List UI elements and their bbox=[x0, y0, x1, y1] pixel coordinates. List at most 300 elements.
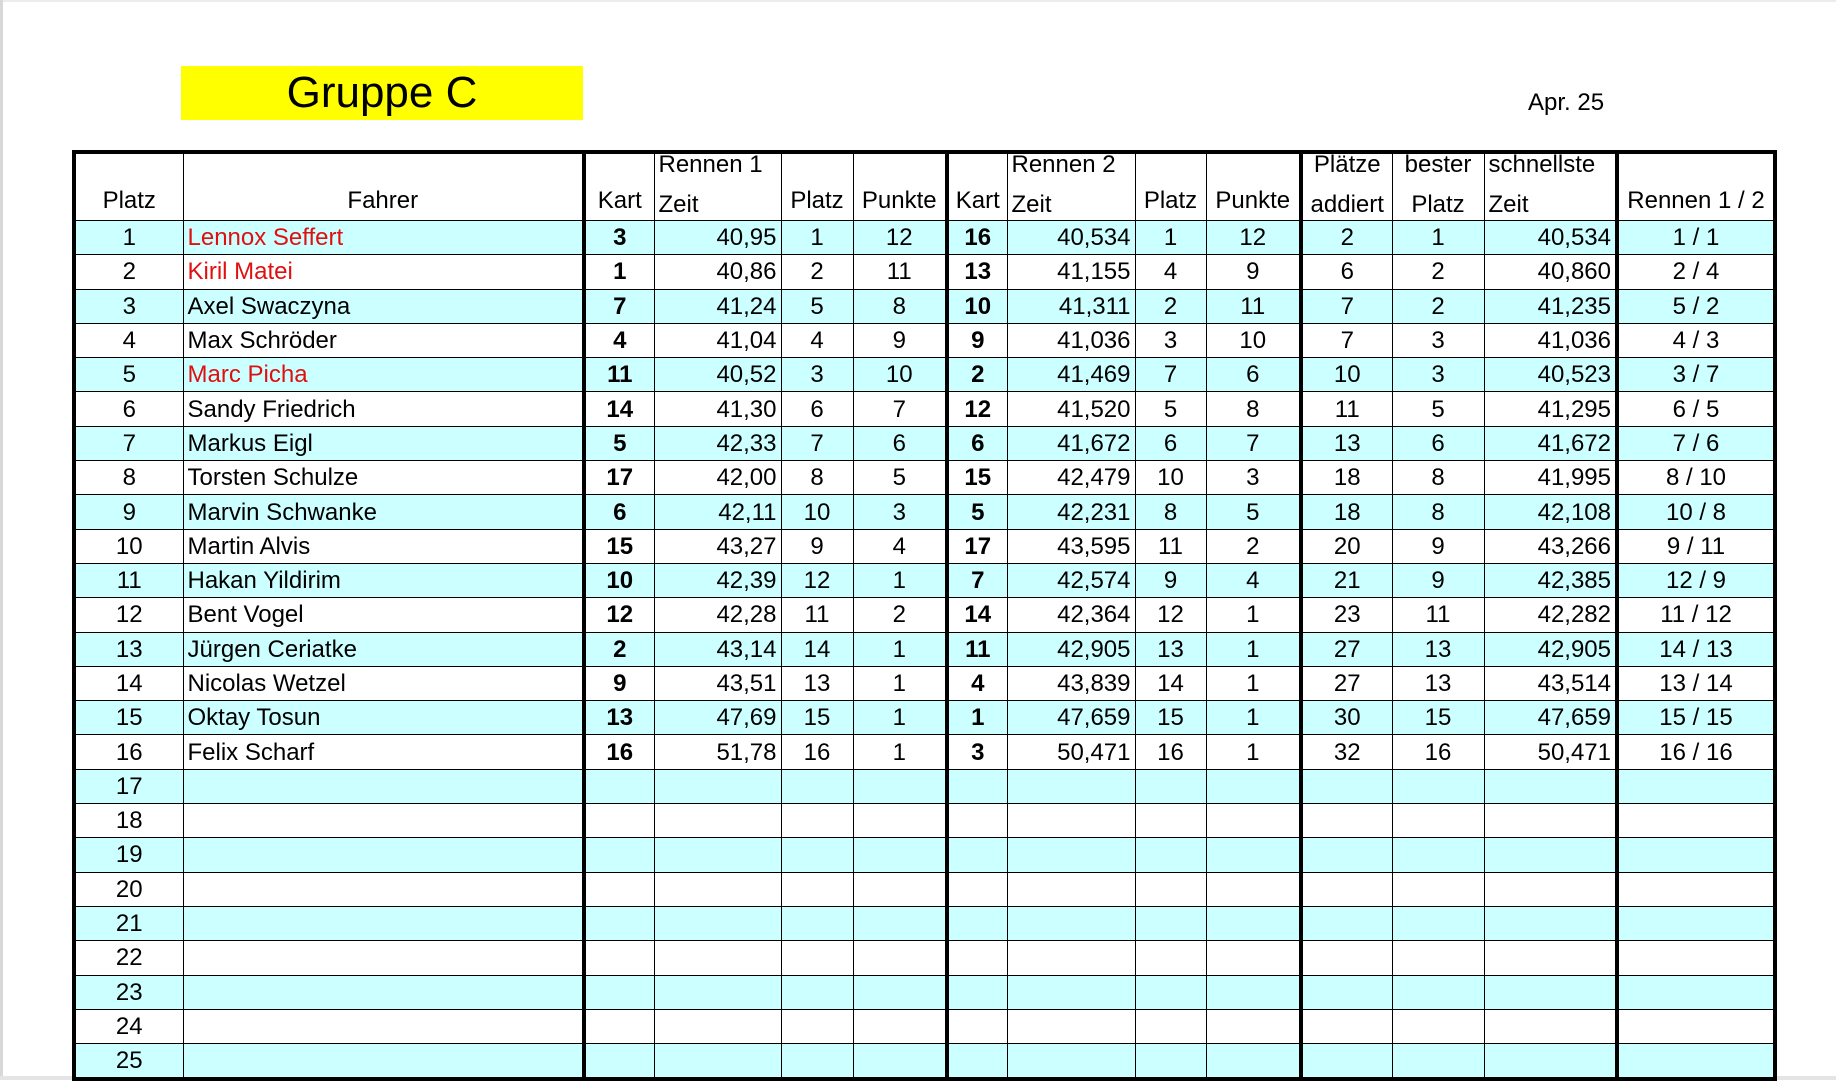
cell-platz-2: 16 bbox=[1135, 735, 1206, 769]
cell-bester-platz bbox=[1392, 838, 1484, 872]
header-zeit-1-label: Zeit bbox=[658, 191, 699, 218]
cell-fahrer: Lennox Seffert bbox=[183, 221, 584, 255]
cell-platz-1 bbox=[781, 1009, 853, 1043]
table-row bbox=[74, 392, 1775, 426]
cell-platz: 10 bbox=[74, 529, 183, 563]
cell-rennen12: 4 / 3 bbox=[1617, 323, 1775, 357]
cell-kart-1: 10 bbox=[584, 563, 654, 597]
cell-schnellste-zeit bbox=[1484, 975, 1617, 1009]
cell-bester-platz bbox=[1392, 1044, 1484, 1080]
cell-platz-2: 11 bbox=[1135, 529, 1206, 563]
table-row bbox=[74, 1009, 1775, 1043]
table-row bbox=[74, 1044, 1775, 1080]
cell-punkte-1 bbox=[853, 975, 947, 1009]
cell-fahrer: Markus Eigl bbox=[183, 426, 584, 460]
cell-plaetze-addiert bbox=[1301, 1009, 1392, 1043]
cell-platz: 2 bbox=[74, 255, 183, 289]
cell-kart-1 bbox=[584, 975, 654, 1009]
cell-rennen12: 15 / 15 bbox=[1617, 701, 1775, 735]
cell-bester-platz: 5 bbox=[1392, 392, 1484, 426]
cell-zeit-2: 41,155 bbox=[1007, 255, 1135, 289]
cell-schnellste-zeit: 41,672 bbox=[1484, 426, 1617, 460]
cell-platz: 5 bbox=[74, 358, 183, 392]
cell-zeit-1 bbox=[654, 975, 781, 1009]
cell-platz: 21 bbox=[74, 906, 183, 940]
cell-plaetze-addiert: 21 bbox=[1301, 563, 1392, 597]
cell-punkte-2 bbox=[1206, 838, 1301, 872]
header-fahrer: Fahrer bbox=[183, 152, 584, 221]
cell-zeit-2 bbox=[1007, 906, 1135, 940]
cell-bester-platz: 3 bbox=[1392, 358, 1484, 392]
cell-platz: 22 bbox=[74, 941, 183, 975]
cell-bester-platz: 11 bbox=[1392, 598, 1484, 632]
cell-kart-2: 1 bbox=[947, 701, 1007, 735]
cell-fahrer: Kiril Matei bbox=[183, 255, 584, 289]
cell-schnellste-zeit bbox=[1484, 1009, 1617, 1043]
cell-platz-2: 5 bbox=[1135, 392, 1206, 426]
cell-kart-2: 3 bbox=[947, 735, 1007, 769]
cell-zeit-1: 40,86 bbox=[654, 255, 781, 289]
table-row bbox=[74, 701, 1775, 735]
cell-zeit-1 bbox=[654, 804, 781, 838]
cell-bester-platz: 15 bbox=[1392, 701, 1484, 735]
cell-punkte-2 bbox=[1206, 1044, 1301, 1080]
cell-rennen12 bbox=[1617, 1009, 1775, 1043]
cell-kart-1 bbox=[584, 804, 654, 838]
cell-punkte-1 bbox=[853, 872, 947, 906]
cell-platz: 1 bbox=[74, 221, 183, 255]
table-row bbox=[74, 769, 1775, 803]
cell-kart-1: 11 bbox=[584, 358, 654, 392]
cell-plaetze-addiert bbox=[1301, 975, 1392, 1009]
cell-kart-1: 9 bbox=[584, 666, 654, 700]
cell-punkte-1: 1 bbox=[853, 701, 947, 735]
cell-schnellste-zeit: 42,385 bbox=[1484, 563, 1617, 597]
cell-fahrer bbox=[183, 941, 584, 975]
cell-fahrer: Jürgen Ceriatke bbox=[183, 632, 584, 666]
cell-schnellste-zeit: 42,108 bbox=[1484, 495, 1617, 529]
cell-zeit-1 bbox=[654, 872, 781, 906]
cell-punkte-2: 1 bbox=[1206, 632, 1301, 666]
cell-platz-2: 6 bbox=[1135, 426, 1206, 460]
cell-platz-1: 14 bbox=[781, 632, 853, 666]
cell-punkte-2: 10 bbox=[1206, 323, 1301, 357]
cell-kart-2: 15 bbox=[947, 461, 1007, 495]
cell-kart-2: 5 bbox=[947, 495, 1007, 529]
cell-schnellste-zeit bbox=[1484, 872, 1617, 906]
cell-zeit-2 bbox=[1007, 872, 1135, 906]
cell-zeit-2: 43,595 bbox=[1007, 529, 1135, 563]
header-rennen12: Rennen 1 / 2 bbox=[1617, 152, 1775, 221]
cell-rennen12: 16 / 16 bbox=[1617, 735, 1775, 769]
cell-kart-2: 17 bbox=[947, 529, 1007, 563]
cell-kart-1: 7 bbox=[584, 289, 654, 323]
cell-schnellste-zeit: 40,860 bbox=[1484, 255, 1617, 289]
cell-platz-2 bbox=[1135, 838, 1206, 872]
cell-platz: 3 bbox=[74, 289, 183, 323]
cell-fahrer: Marc Picha bbox=[183, 358, 584, 392]
cell-plaetze-addiert: 30 bbox=[1301, 701, 1392, 735]
cell-zeit-1: 41,24 bbox=[654, 289, 781, 323]
cell-platz-2 bbox=[1135, 769, 1206, 803]
cell-platz: 6 bbox=[74, 392, 183, 426]
cell-schnellste-zeit: 50,471 bbox=[1484, 735, 1617, 769]
cell-plaetze-addiert bbox=[1301, 838, 1392, 872]
cell-punkte-1 bbox=[853, 838, 947, 872]
cell-kart-2: 10 bbox=[947, 289, 1007, 323]
cell-schnellste-zeit bbox=[1484, 941, 1617, 975]
cell-platz-1: 3 bbox=[781, 358, 853, 392]
cell-kart-1: 1 bbox=[584, 255, 654, 289]
cell-platz-1: 9 bbox=[781, 529, 853, 563]
table-row bbox=[74, 529, 1775, 563]
cell-kart-2 bbox=[947, 941, 1007, 975]
cell-zeit-2 bbox=[1007, 804, 1135, 838]
cell-platz: 8 bbox=[74, 461, 183, 495]
cell-platz: 11 bbox=[74, 563, 183, 597]
cell-platz: 25 bbox=[74, 1044, 183, 1080]
cell-kart-1 bbox=[584, 941, 654, 975]
cell-bester-platz: 8 bbox=[1392, 495, 1484, 529]
cell-platz-2: 2 bbox=[1135, 289, 1206, 323]
cell-zeit-1: 42,39 bbox=[654, 563, 781, 597]
cell-zeit-2 bbox=[1007, 1009, 1135, 1043]
cell-bester-platz bbox=[1392, 975, 1484, 1009]
cell-punkte-1 bbox=[853, 906, 947, 940]
cell-rennen12: 14 / 13 bbox=[1617, 632, 1775, 666]
cell-platz-1 bbox=[781, 769, 853, 803]
cell-plaetze-addiert bbox=[1301, 804, 1392, 838]
cell-platz-1: 6 bbox=[781, 392, 853, 426]
cell-punkte-2: 9 bbox=[1206, 255, 1301, 289]
cell-rennen12: 11 / 12 bbox=[1617, 598, 1775, 632]
cell-schnellste-zeit: 47,659 bbox=[1484, 701, 1617, 735]
cell-platz: 12 bbox=[74, 598, 183, 632]
cell-zeit-1 bbox=[654, 1044, 781, 1080]
cell-kart-2: 2 bbox=[947, 358, 1007, 392]
cell-bester-platz: 2 bbox=[1392, 289, 1484, 323]
cell-punkte-1 bbox=[853, 1009, 947, 1043]
cell-bester-platz bbox=[1392, 769, 1484, 803]
header-zeit-2-label: Zeit bbox=[1011, 191, 1052, 218]
cell-kart-1 bbox=[584, 838, 654, 872]
cell-platz-1: 12 bbox=[781, 563, 853, 597]
cell-punkte-1 bbox=[853, 769, 947, 803]
cell-zeit-1: 41,30 bbox=[654, 392, 781, 426]
cell-zeit-2 bbox=[1007, 975, 1135, 1009]
cell-zeit-2 bbox=[1007, 838, 1135, 872]
cell-kart-1: 3 bbox=[584, 221, 654, 255]
cell-bester-platz: 9 bbox=[1392, 529, 1484, 563]
cell-schnellste-zeit: 43,266 bbox=[1484, 529, 1617, 563]
cell-rennen12: 6 / 5 bbox=[1617, 392, 1775, 426]
cell-platz-1 bbox=[781, 975, 853, 1009]
header-bester-platz bbox=[1392, 152, 1484, 221]
cell-zeit-1 bbox=[654, 941, 781, 975]
cell-kart-2: 7 bbox=[947, 563, 1007, 597]
cell-punkte-1: 1 bbox=[853, 632, 947, 666]
cell-zeit-2: 42,905 bbox=[1007, 632, 1135, 666]
cell-fahrer: Oktay Tosun bbox=[183, 701, 584, 735]
cell-rennen12 bbox=[1617, 838, 1775, 872]
cell-punkte-1 bbox=[853, 1044, 947, 1080]
cell-rennen12 bbox=[1617, 769, 1775, 803]
cell-fahrer: Sandy Friedrich bbox=[183, 392, 584, 426]
header-bester-label: bester bbox=[1404, 152, 1472, 178]
cell-punkte-2 bbox=[1206, 872, 1301, 906]
cell-plaetze-addiert: 23 bbox=[1301, 598, 1392, 632]
cell-bester-platz: 13 bbox=[1392, 666, 1484, 700]
cell-zeit-1 bbox=[654, 838, 781, 872]
cell-punkte-1: 1 bbox=[853, 563, 947, 597]
cell-kart-2: 14 bbox=[947, 598, 1007, 632]
cell-platz-1: 7 bbox=[781, 426, 853, 460]
results-table bbox=[72, 150, 1777, 1081]
page-edge-left bbox=[0, 0, 3, 1080]
cell-schnellste-zeit: 40,523 bbox=[1484, 358, 1617, 392]
cell-plaetze-addiert bbox=[1301, 941, 1392, 975]
cell-punkte-2: 12 bbox=[1206, 221, 1301, 255]
cell-zeit-1: 41,04 bbox=[654, 323, 781, 357]
cell-plaetze-addiert: 13 bbox=[1301, 426, 1392, 460]
cell-punkte-2: 4 bbox=[1206, 563, 1301, 597]
header-kart-1: Kart bbox=[584, 152, 654, 221]
cell-zeit-1: 51,78 bbox=[654, 735, 781, 769]
cell-platz-1: 16 bbox=[781, 735, 853, 769]
cell-zeit-2: 41,036 bbox=[1007, 323, 1135, 357]
cell-kart-1: 6 bbox=[584, 495, 654, 529]
cell-zeit-2: 40,534 bbox=[1007, 221, 1135, 255]
table-row bbox=[74, 906, 1775, 940]
cell-punkte-2 bbox=[1206, 975, 1301, 1009]
cell-zeit-2 bbox=[1007, 769, 1135, 803]
cell-kart-2 bbox=[947, 1009, 1007, 1043]
cell-platz-2 bbox=[1135, 906, 1206, 940]
cell-zeit-1 bbox=[654, 906, 781, 940]
cell-rennen12 bbox=[1617, 941, 1775, 975]
cell-platz-2 bbox=[1135, 872, 1206, 906]
cell-kart-2 bbox=[947, 872, 1007, 906]
cell-platz-2 bbox=[1135, 804, 1206, 838]
cell-plaetze-addiert: 10 bbox=[1301, 358, 1392, 392]
table-row bbox=[74, 323, 1775, 357]
cell-zeit-2: 50,471 bbox=[1007, 735, 1135, 769]
cell-punkte-2: 1 bbox=[1206, 701, 1301, 735]
cell-platz: 18 bbox=[74, 804, 183, 838]
cell-zeit-2: 41,672 bbox=[1007, 426, 1135, 460]
cell-rennen12 bbox=[1617, 906, 1775, 940]
cell-fahrer: Hakan Yildirim bbox=[183, 563, 584, 597]
cell-rennen12: 12 / 9 bbox=[1617, 563, 1775, 597]
cell-platz: 4 bbox=[74, 323, 183, 357]
table-row bbox=[74, 804, 1775, 838]
cell-zeit-2: 42,479 bbox=[1007, 461, 1135, 495]
cell-kart-2 bbox=[947, 906, 1007, 940]
cell-fahrer: Axel Swaczyna bbox=[183, 289, 584, 323]
header-punkte-1: Punkte bbox=[853, 152, 947, 221]
cell-kart-1: 12 bbox=[584, 598, 654, 632]
cell-rennen12: 7 / 6 bbox=[1617, 426, 1775, 460]
cell-kart-2 bbox=[947, 1044, 1007, 1080]
cell-platz-1 bbox=[781, 838, 853, 872]
cell-punkte-2: 1 bbox=[1206, 735, 1301, 769]
cell-rennen12: 10 / 8 bbox=[1617, 495, 1775, 529]
cell-platz: 9 bbox=[74, 495, 183, 529]
cell-rennen12: 1 / 1 bbox=[1617, 221, 1775, 255]
cell-platz-2: 14 bbox=[1135, 666, 1206, 700]
cell-kart-1: 17 bbox=[584, 461, 654, 495]
cell-platz-2: 15 bbox=[1135, 701, 1206, 735]
cell-plaetze-addiert: 27 bbox=[1301, 666, 1392, 700]
header-plaetze-label: Plätze bbox=[1313, 152, 1381, 178]
cell-kart-1: 2 bbox=[584, 632, 654, 666]
header-rennen1-label: Rennen 1 bbox=[658, 152, 763, 178]
table-row bbox=[74, 598, 1775, 632]
cell-rennen12 bbox=[1617, 872, 1775, 906]
table-row bbox=[74, 461, 1775, 495]
cell-kart-2 bbox=[947, 769, 1007, 803]
cell-fahrer bbox=[183, 975, 584, 1009]
cell-kart-2 bbox=[947, 975, 1007, 1009]
cell-fahrer bbox=[183, 804, 584, 838]
cell-rennen12: 9 / 11 bbox=[1617, 529, 1775, 563]
cell-zeit-1: 43,51 bbox=[654, 666, 781, 700]
header-bester-platz-label: Platz bbox=[1411, 191, 1465, 218]
cell-bester-platz: 2 bbox=[1392, 255, 1484, 289]
cell-platz-1 bbox=[781, 1044, 853, 1080]
cell-bester-platz: 3 bbox=[1392, 323, 1484, 357]
cell-platz: 15 bbox=[74, 701, 183, 735]
cell-zeit-1: 42,28 bbox=[654, 598, 781, 632]
table-row bbox=[74, 941, 1775, 975]
cell-kart-2 bbox=[947, 838, 1007, 872]
cell-zeit-2: 47,659 bbox=[1007, 701, 1135, 735]
table-row bbox=[74, 563, 1775, 597]
cell-bester-platz bbox=[1392, 906, 1484, 940]
cell-punkte-1 bbox=[853, 804, 947, 838]
cell-platz-1: 1 bbox=[781, 221, 853, 255]
cell-plaetze-addiert: 20 bbox=[1301, 529, 1392, 563]
cell-schnellste-zeit bbox=[1484, 906, 1617, 940]
cell-platz-1: 5 bbox=[781, 289, 853, 323]
table-row bbox=[74, 426, 1775, 460]
cell-platz-2: 1 bbox=[1135, 221, 1206, 255]
page-title: Gruppe C bbox=[181, 66, 583, 120]
cell-platz: 24 bbox=[74, 1009, 183, 1043]
cell-kart-2: 13 bbox=[947, 255, 1007, 289]
cell-punkte-2 bbox=[1206, 769, 1301, 803]
cell-plaetze-addiert bbox=[1301, 872, 1392, 906]
cell-plaetze-addiert bbox=[1301, 769, 1392, 803]
cell-punkte-2 bbox=[1206, 1009, 1301, 1043]
cell-punkte-1: 4 bbox=[853, 529, 947, 563]
cell-schnellste-zeit: 41,295 bbox=[1484, 392, 1617, 426]
cell-punkte-2: 3 bbox=[1206, 461, 1301, 495]
cell-punkte-1: 11 bbox=[853, 255, 947, 289]
cell-fahrer: Martin Alvis bbox=[183, 529, 584, 563]
cell-fahrer: Torsten Schulze bbox=[183, 461, 584, 495]
cell-punkte-2: 1 bbox=[1206, 666, 1301, 700]
table-row bbox=[74, 358, 1775, 392]
cell-platz: 16 bbox=[74, 735, 183, 769]
header-addiert-label: addiert bbox=[1310, 191, 1384, 218]
table-row bbox=[74, 255, 1775, 289]
cell-punkte-2: 2 bbox=[1206, 529, 1301, 563]
cell-zeit-2: 43,839 bbox=[1007, 666, 1135, 700]
cell-rennen12 bbox=[1617, 1044, 1775, 1080]
cell-platz-2 bbox=[1135, 1044, 1206, 1080]
cell-fahrer bbox=[183, 838, 584, 872]
header-schnellste-zeit-label: Zeit bbox=[1488, 191, 1529, 218]
cell-platz-2 bbox=[1135, 975, 1206, 1009]
cell-zeit-2: 42,574 bbox=[1007, 563, 1135, 597]
cell-plaetze-addiert: 11 bbox=[1301, 392, 1392, 426]
cell-kart-1: 4 bbox=[584, 323, 654, 357]
cell-rennen12: 5 / 2 bbox=[1617, 289, 1775, 323]
cell-zeit-2: 42,364 bbox=[1007, 598, 1135, 632]
cell-platz: 23 bbox=[74, 975, 183, 1009]
cell-platz-1: 13 bbox=[781, 666, 853, 700]
cell-bester-platz: 9 bbox=[1392, 563, 1484, 597]
cell-platz-1 bbox=[781, 941, 853, 975]
cell-plaetze-addiert bbox=[1301, 1044, 1392, 1080]
cell-fahrer: Marvin Schwanke bbox=[183, 495, 584, 529]
cell-zeit-2: 41,311 bbox=[1007, 289, 1135, 323]
cell-kart-2: 12 bbox=[947, 392, 1007, 426]
table-row bbox=[74, 666, 1775, 700]
cell-punkte-1: 7 bbox=[853, 392, 947, 426]
cell-platz-2 bbox=[1135, 941, 1206, 975]
table-row bbox=[74, 495, 1775, 529]
table-row bbox=[74, 289, 1775, 323]
cell-bester-platz bbox=[1392, 1009, 1484, 1043]
cell-fahrer: Nicolas Wetzel bbox=[183, 666, 584, 700]
cell-plaetze-addiert: 18 bbox=[1301, 495, 1392, 529]
cell-schnellste-zeit: 41,235 bbox=[1484, 289, 1617, 323]
cell-zeit-2 bbox=[1007, 941, 1135, 975]
cell-schnellste-zeit: 42,905 bbox=[1484, 632, 1617, 666]
cell-punkte-1: 1 bbox=[853, 666, 947, 700]
cell-fahrer bbox=[183, 872, 584, 906]
cell-fahrer bbox=[183, 1044, 584, 1080]
cell-kart-1 bbox=[584, 769, 654, 803]
header-punkte-2: Punkte bbox=[1206, 152, 1301, 221]
cell-platz-2: 7 bbox=[1135, 358, 1206, 392]
cell-rennen12 bbox=[1617, 975, 1775, 1009]
cell-platz: 14 bbox=[74, 666, 183, 700]
cell-rennen12 bbox=[1617, 804, 1775, 838]
cell-zeit-1: 42,33 bbox=[654, 426, 781, 460]
cell-punkte-1 bbox=[853, 941, 947, 975]
cell-plaetze-addiert: 27 bbox=[1301, 632, 1392, 666]
cell-punkte-2: 5 bbox=[1206, 495, 1301, 529]
table-header-row bbox=[74, 152, 1775, 221]
cell-bester-platz: 13 bbox=[1392, 632, 1484, 666]
cell-schnellste-zeit: 43,514 bbox=[1484, 666, 1617, 700]
cell-punkte-2: 6 bbox=[1206, 358, 1301, 392]
cell-bester-platz: 8 bbox=[1392, 461, 1484, 495]
cell-platz-2: 10 bbox=[1135, 461, 1206, 495]
cell-kart-1 bbox=[584, 1009, 654, 1043]
cell-platz-1 bbox=[781, 872, 853, 906]
page-edge-top bbox=[0, 0, 1836, 2]
cell-platz: 19 bbox=[74, 838, 183, 872]
cell-platz: 20 bbox=[74, 872, 183, 906]
cell-zeit-1: 40,52 bbox=[654, 358, 781, 392]
cell-zeit-1 bbox=[654, 769, 781, 803]
cell-rennen12: 8 / 10 bbox=[1617, 461, 1775, 495]
cell-punkte-1: 5 bbox=[853, 461, 947, 495]
